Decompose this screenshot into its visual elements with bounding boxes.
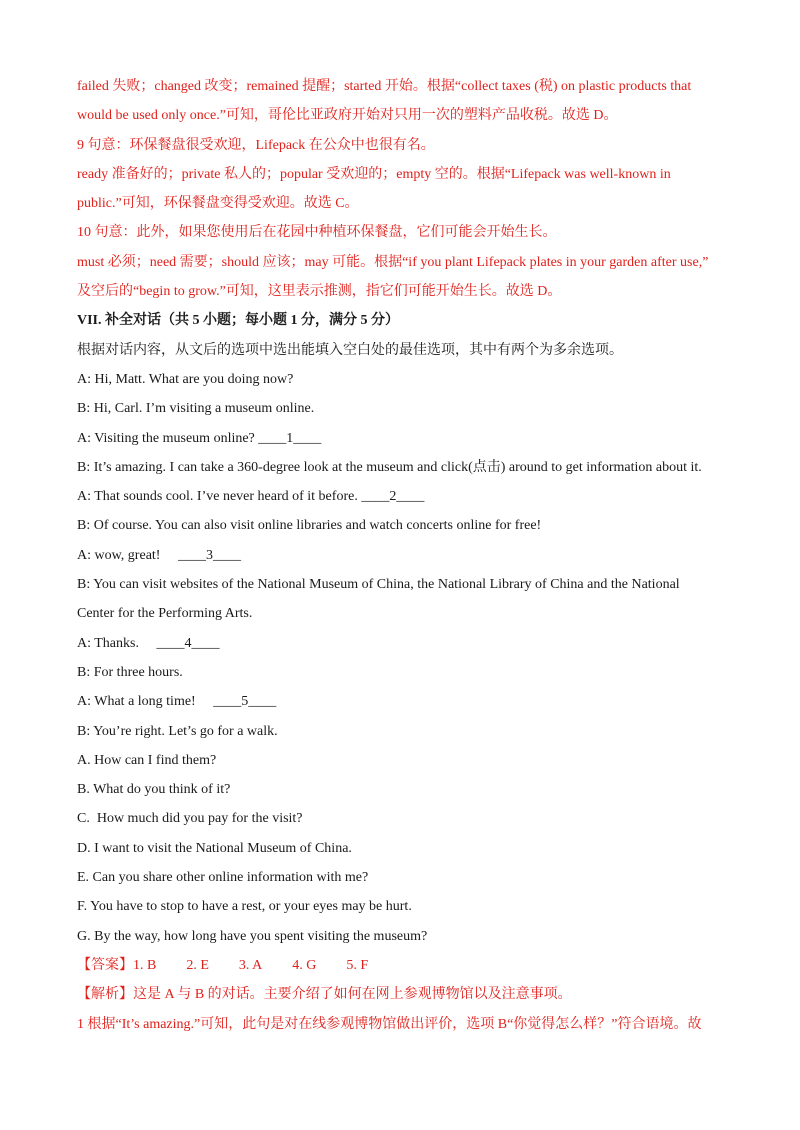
section-title: VII. 补全对话（共 5 小题；每小题 1 分，满分 5 分） <box>77 313 400 329</box>
option-item: D. I want to visit the National Museum of China. <box>77 840 352 856</box>
dialogue-line: A: That sounds cool. I’ve never heard of it before. ____2____ <box>77 489 425 505</box>
dialogue-line: A: Thanks. ____4____ <box>77 635 220 651</box>
explanation-line: public.”可知，环保餐盘变得受欢迎。故选 C。 <box>77 196 359 212</box>
option-item: A. How can I find them? <box>77 752 217 768</box>
option-item: F. You have to stop to have a rest, or your eyes may be hurt. <box>77 899 412 915</box>
analysis-label: 【解析】 <box>77 987 133 1003</box>
dialogue-line: B: For three hours. <box>77 664 183 680</box>
explanation-line: ready 准备好的；private 私人的；popular 受欢迎的；empty 空的。根据“Lifepack was well-known in <box>77 166 671 182</box>
answer-item: 5. F <box>346 957 369 973</box>
dialogue-line: A: Hi, Matt. What are you doing now? <box>77 371 294 387</box>
dialogue-line: B: Of course. You can also visit online libraries and watch concerts online for free! <box>77 518 542 534</box>
options-list <box>77 746 727 951</box>
option-item: B. What do you think of it? <box>77 782 231 798</box>
dialogue-line: B: It’s amazing. I can take a 360-degree look at the museum and click(点击) around to get information about it. <box>77 459 702 475</box>
answer-item: 2. E <box>186 957 209 973</box>
section-instruction: 根据对话内容，从文后的选项中选出能填入空白处的最佳选项，其中有两个为多余选项。 <box>77 342 623 358</box>
explanation-line: must 必须；need 需要；should 应该；may 可能。根据“if you plant Lifepack plates in your garden after use,” <box>77 254 709 270</box>
option-item: C. How much did you pay for the visit? <box>77 811 303 827</box>
answer-item: 3. A <box>238 957 263 973</box>
dialogue-line: A: Visiting the museum online? ____1____ <box>77 430 322 446</box>
analysis-text: 这是 A 与 B 的对话。主要介绍了如何在网上参观博物馆以及注意事项。 <box>133 987 572 1003</box>
answer-label: 【答案】 <box>77 957 133 973</box>
option-item: E. Can you share other online information with me? <box>77 870 369 886</box>
answer-item: 1. B <box>133 957 157 973</box>
answer-line <box>77 951 727 980</box>
explanation-line: 9 句意：环保餐盘很受欢迎，Lifepack 在公众中也很有名。 <box>77 137 435 153</box>
dialogue-line: B: You’re right. Let’s go for a walk. <box>77 723 278 739</box>
analysis-line: 1 根据“It’s amazing.”可知，此句是对在线参观博物馆做出评价，选项 B“你觉得怎么样？”符合语境。故 <box>77 1016 702 1032</box>
dialogue-line: Center for the Performing Arts. <box>77 606 253 622</box>
explanation-line: 10 句意：此外，如果您使用后在花园中种植环保餐盘，它们可能会开始生长。 <box>77 225 557 241</box>
dialogue-line: A: wow, great! ____3____ <box>77 547 241 563</box>
dialogue <box>77 365 727 746</box>
answer-item: 4. G <box>292 957 317 973</box>
option-item: G. By the way, how long have you spent visiting the museum? <box>77 928 428 944</box>
dialogue-line: B: You can visit websites of the National Museum of China, the National Library of China and the National <box>77 577 680 593</box>
document-page <box>77 72 727 1039</box>
analysis-line <box>77 980 727 1009</box>
explanation-line: would be used only once.”可知，哥伦比亚政府开始对只用一次的塑料产品收税。故选 D。 <box>77 108 618 124</box>
dialogue-line: A: What a long time! ____5____ <box>77 694 277 710</box>
dialogue-line: B: Hi, Carl. I’m visiting a museum online. <box>77 401 315 417</box>
explanation-line: failed 失败；changed 改变；remained 提醒；started 开始。根据“collect taxes (税) on plastic products that <box>77 79 692 94</box>
explanation-line: 及空后的“begin to grow.”可知，这里表示推测，指它们可能开始生长。故选 D。 <box>77 284 562 300</box>
